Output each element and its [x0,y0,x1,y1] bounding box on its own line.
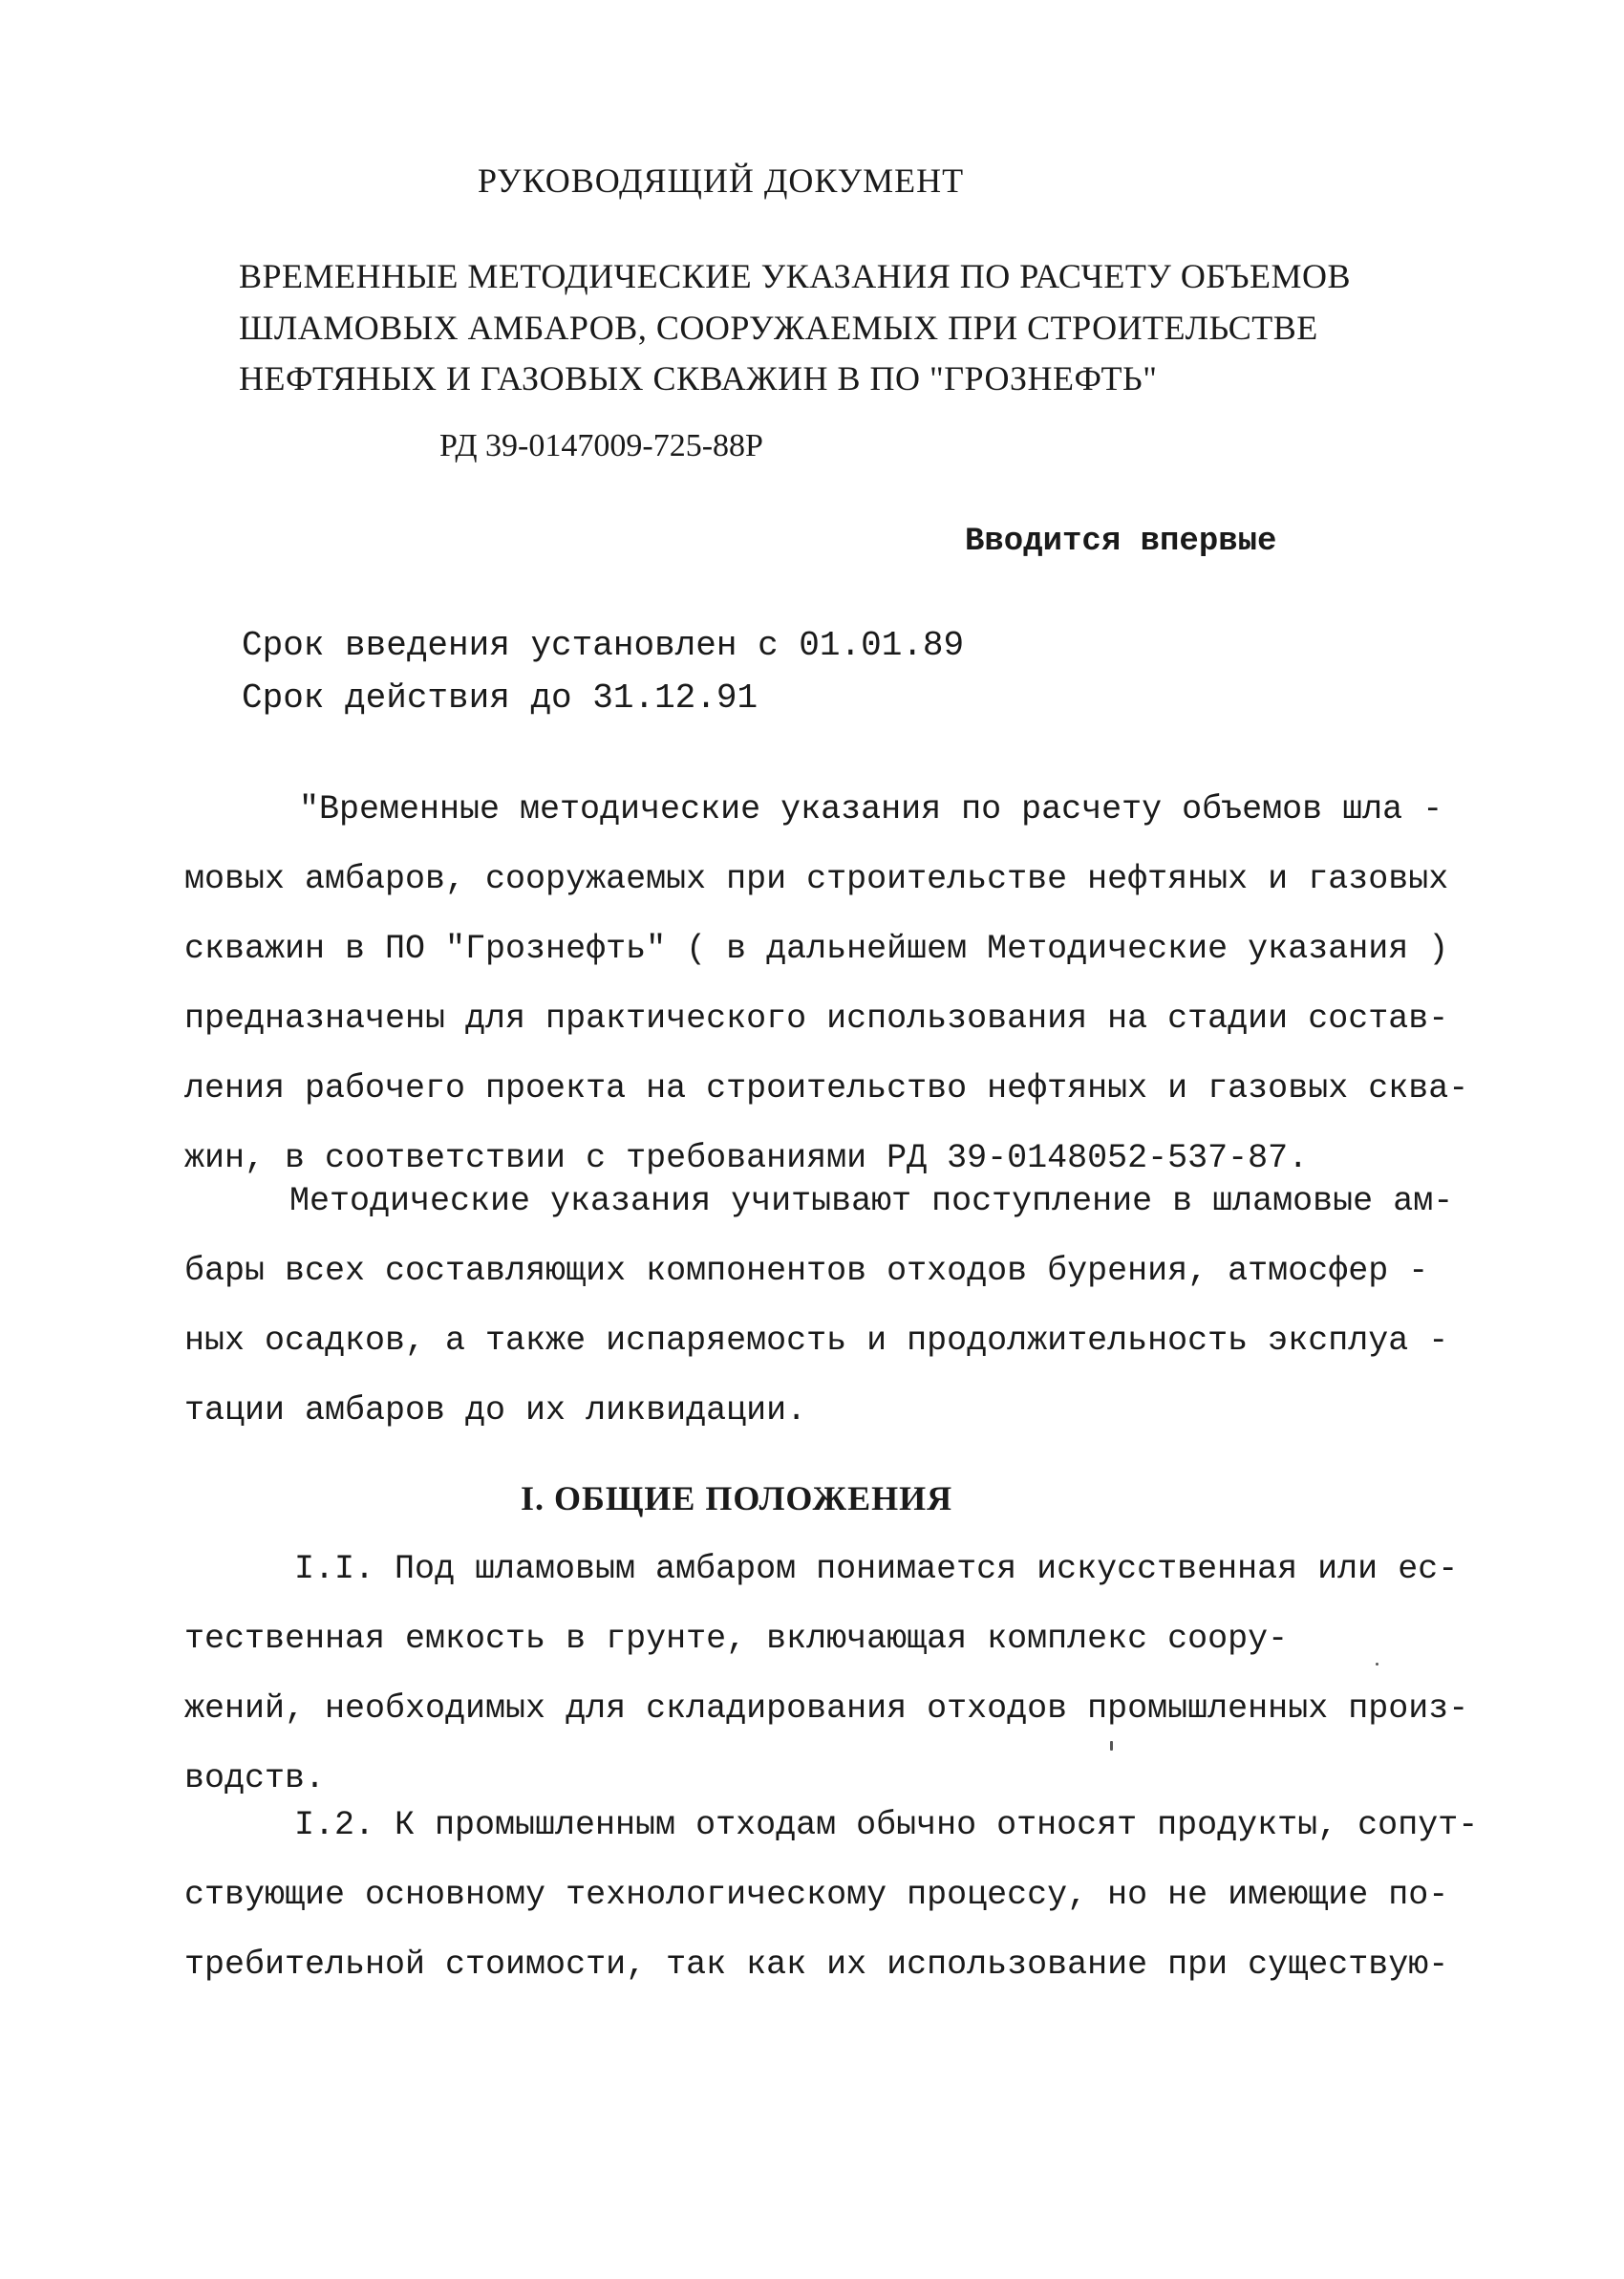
scan-speck [1376,1663,1378,1666]
document-title-line-1: ВРЕМЕННЫЕ МЕТОДИЧЕСКИЕ УКАЗАНИЯ ПО РАСЧЕТУ ОБЪЕМОВ [239,257,1352,295]
paragraph-line: ствующие основному технологическому процессу, но не имеющие по- [184,1876,1449,1914]
paragraph-line: Методические указания учитывают поступление в шламовые ам- [289,1182,1454,1220]
paragraph-line: мовых амбаров, сооружаемых при строительстве нефтяных и газовых [184,860,1449,898]
paragraph-line: предназначены для практического использования на стадии состав- [184,1000,1449,1038]
paragraph-line: "Временные методические указания по расчету объемов шла - [299,790,1443,828]
validity-date: Срок действия до 31.12.91 [242,678,759,718]
document-code: РД 39-0147009-725-88Р [439,428,763,463]
paragraph-line: водств. [184,1759,326,1797]
document-type-heading: РУКОВОДЯЩИЙ ДОКУМЕНТ [478,161,965,200]
document-title-line-3: НЕФТЯНЫХ И ГАЗОВЫХ СКВАЖИН В ПО "ГРОЗНЕФТЬ" [239,359,1158,398]
paragraph-line: тации амбаров до их ликвидации. [184,1391,807,1430]
paragraph-line: бары всех составляющих компонентов отходов бурения, атмосфер - [184,1252,1429,1290]
paragraph-line: жений, необходимых для складирования отходов промышленных произ- [184,1689,1469,1728]
paragraph-line: I.2. К промышленным отходам обычно относят продукты, сопут- [294,1806,1479,1844]
introduction-date: Срок введения установлен с 01.01.89 [242,626,965,665]
section-heading: I. ОБЩИЕ ПОЛОЖЕНИЯ [521,1479,953,1517]
scan-speck [1110,1741,1113,1751]
introduced-first-note: Вводится впервые [965,524,1277,560]
document-title-line-2: ШЛАМОВЫХ АМБАРОВ, СООРУЖАЕМЫХ ПРИ СТРОИТЕЛЬСТВЕ [239,309,1318,347]
paragraph-line: жин, в соответствии с требованиями РД 39-0148052-537-87. [184,1139,1309,1177]
paragraph-line: требительной стоимости, так как их использование при существую- [184,1946,1449,1984]
paragraph-line: ления рабочего проекта на строительство нефтяных и газовых сква- [184,1069,1469,1107]
paragraph-line: I.I. Под шламовым амбаром понимается искусственная или ес- [294,1550,1459,1588]
paragraph-line: тественная емкость в грунте, включающая комплекс соору- [184,1620,1289,1658]
paragraph-line: ных осадков, а также испаряемость и продолжительность эксплуа - [184,1322,1449,1360]
paragraph-line: скважин в ПО "Грознефть" ( в дальнейшем Методические указания ) [184,930,1449,968]
